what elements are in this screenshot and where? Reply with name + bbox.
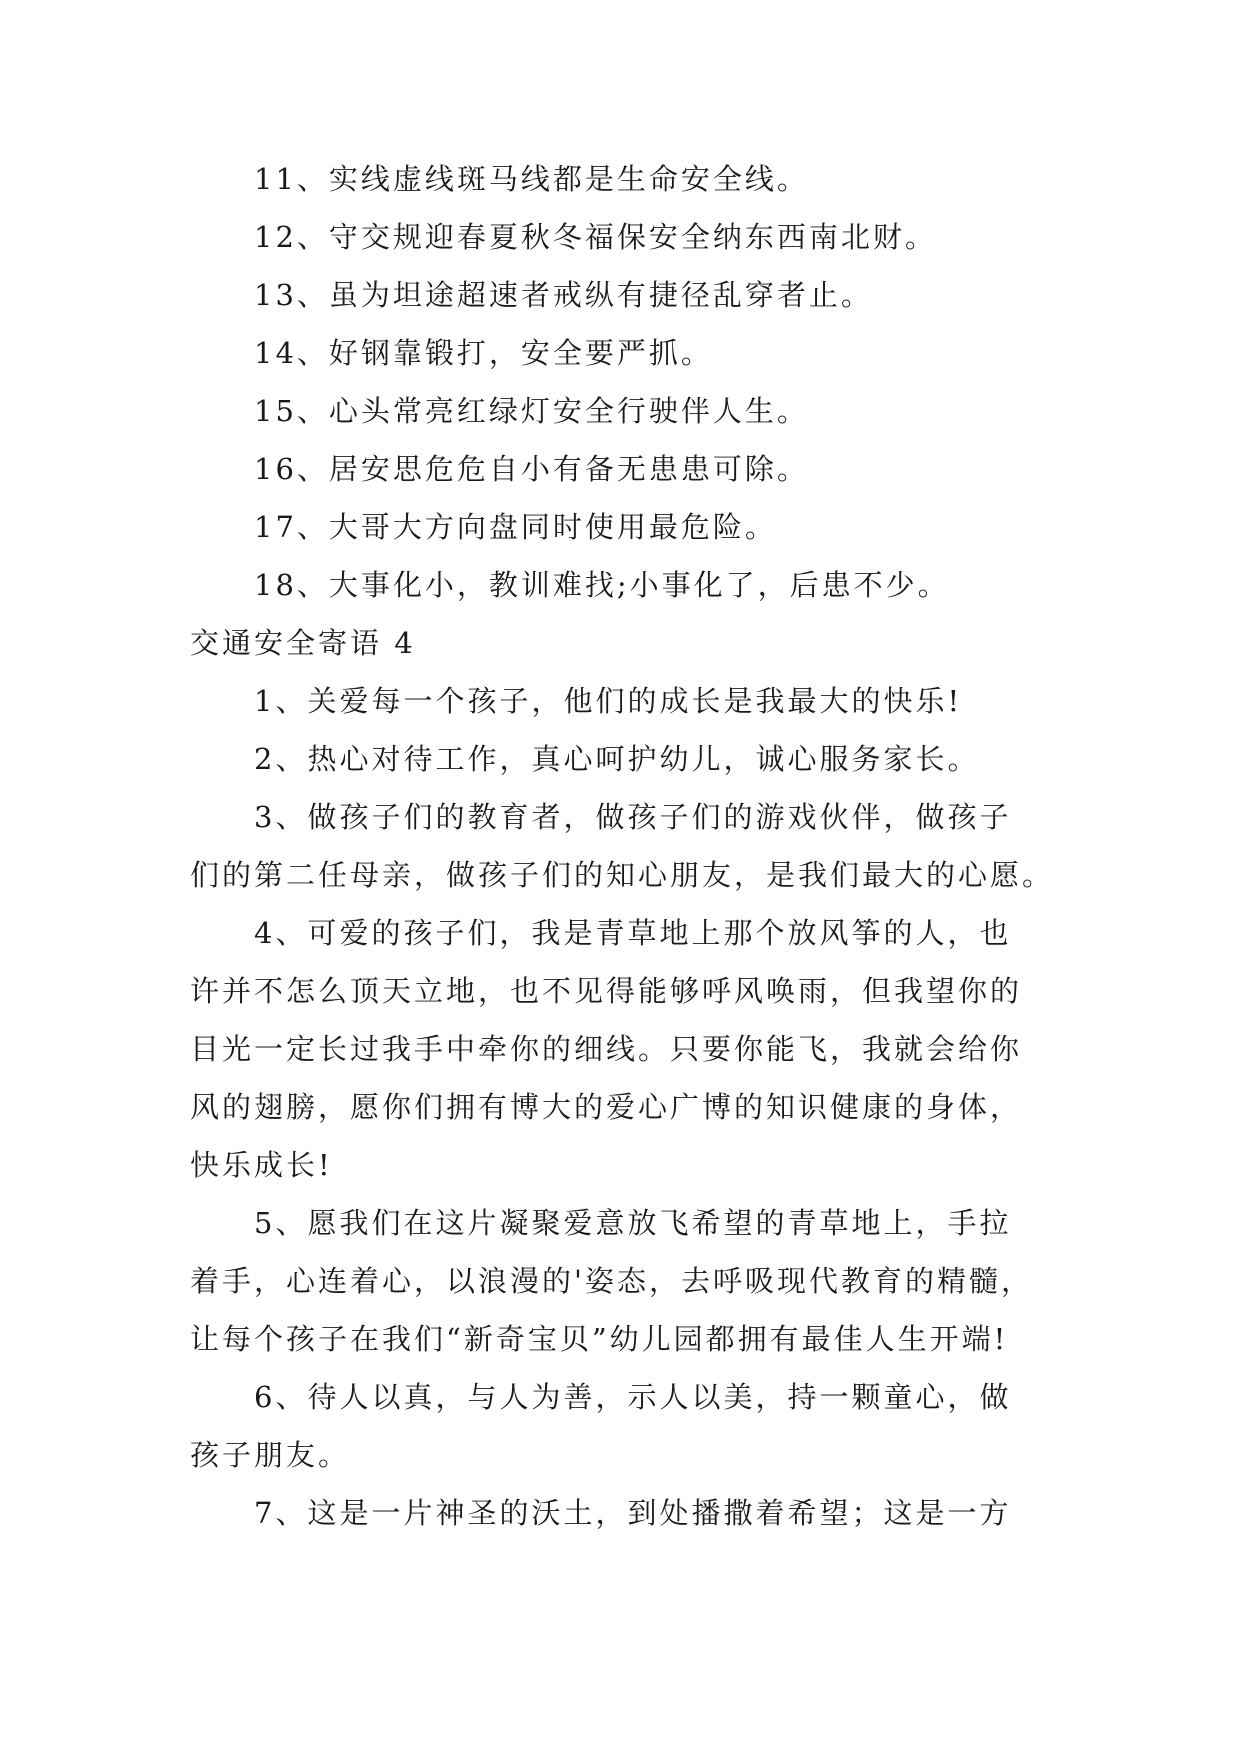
slogan-list bbox=[190, 150, 1065, 614]
list-item: 12、守交规迎春夏秋冬福保安全纳东西南北财。 bbox=[254, 220, 937, 254]
section-heading: 交通安全寄语 4 bbox=[190, 626, 416, 660]
paragraph-line: 3、做孩子们的教育者，做孩子们的游戏伙伴，做孩子 bbox=[254, 800, 1012, 834]
list-item: 17、大哥大方向盘同时使用最危险。 bbox=[254, 510, 777, 544]
document-body bbox=[190, 150, 1065, 1542]
paragraph-7 bbox=[190, 1484, 1065, 1542]
paragraph-line: 6、待人以真，与人为善，示人以美，持一颗童心，做 bbox=[254, 1380, 1012, 1414]
paragraph-2 bbox=[190, 730, 1065, 788]
list-item: 18、大事化小，教训难找;小事化了，后患不少。 bbox=[254, 568, 950, 602]
paragraph-line: 5、愿我们在这片凝聚爱意放飞希望的青草地上，手拉 bbox=[254, 1206, 1012, 1240]
paragraph-line: 目光一定长过我手中牵你的细线。只要你能飞，我就会给你 bbox=[190, 1032, 1023, 1066]
paragraph-line: 让每个孩子在我们“新奇宝贝”幼儿园都拥有最佳人生开端! bbox=[190, 1322, 1009, 1356]
list-item: 16、居安思危危自小有备无患患可除。 bbox=[254, 452, 809, 486]
paragraph-3 bbox=[190, 788, 1065, 904]
paragraph-line: 快乐成长! bbox=[190, 1148, 333, 1182]
paragraph-line: 们的第二任母亲，做孩子们的知心朋友，是我们最大的心愿。 bbox=[190, 858, 1055, 892]
list-item: 11、实线虚线斑马线都是生命安全线。 bbox=[254, 162, 809, 196]
paragraph-line: 2、热心对待工作，真心呵护幼儿，诚心服务家长。 bbox=[254, 742, 980, 776]
paragraph-line: 孩子朋友。 bbox=[190, 1438, 351, 1472]
list-item: 15、心头常亮红绿灯安全行驶伴人生。 bbox=[254, 394, 809, 428]
paragraph-6 bbox=[190, 1368, 1065, 1484]
paragraph-line: 4、可爱的孩子们，我是青草地上那个放风筝的人，也 bbox=[254, 916, 1012, 950]
paragraph-1 bbox=[190, 672, 1065, 730]
paragraph-4 bbox=[190, 904, 1065, 1194]
paragraph-line: 许并不怎么顶天立地，也不见得能够呼风唤雨，但我望你的 bbox=[190, 974, 1023, 1008]
paragraph-line: 1、关爱每一个孩子，他们的成长是我最大的快乐! bbox=[254, 684, 963, 718]
paragraph-5 bbox=[190, 1194, 1065, 1368]
paragraph-line: 7、这是一片神圣的沃土，到处播撒着希望；这是一方 bbox=[254, 1496, 1012, 1530]
list-item: 14、好钢靠锻打，安全要严抓。 bbox=[254, 336, 713, 370]
list-item: 13、虽为坦途超速者戒纵有捷径乱穿者止。 bbox=[254, 278, 873, 312]
paragraph-line: 风的翅膀，愿你们拥有博大的爱心广博的知识健康的身体， bbox=[190, 1090, 1023, 1124]
paragraph-line: 着手，心连着心，以浪漫的'姿态，去呼吸现代教育的精髓， bbox=[190, 1264, 1033, 1298]
